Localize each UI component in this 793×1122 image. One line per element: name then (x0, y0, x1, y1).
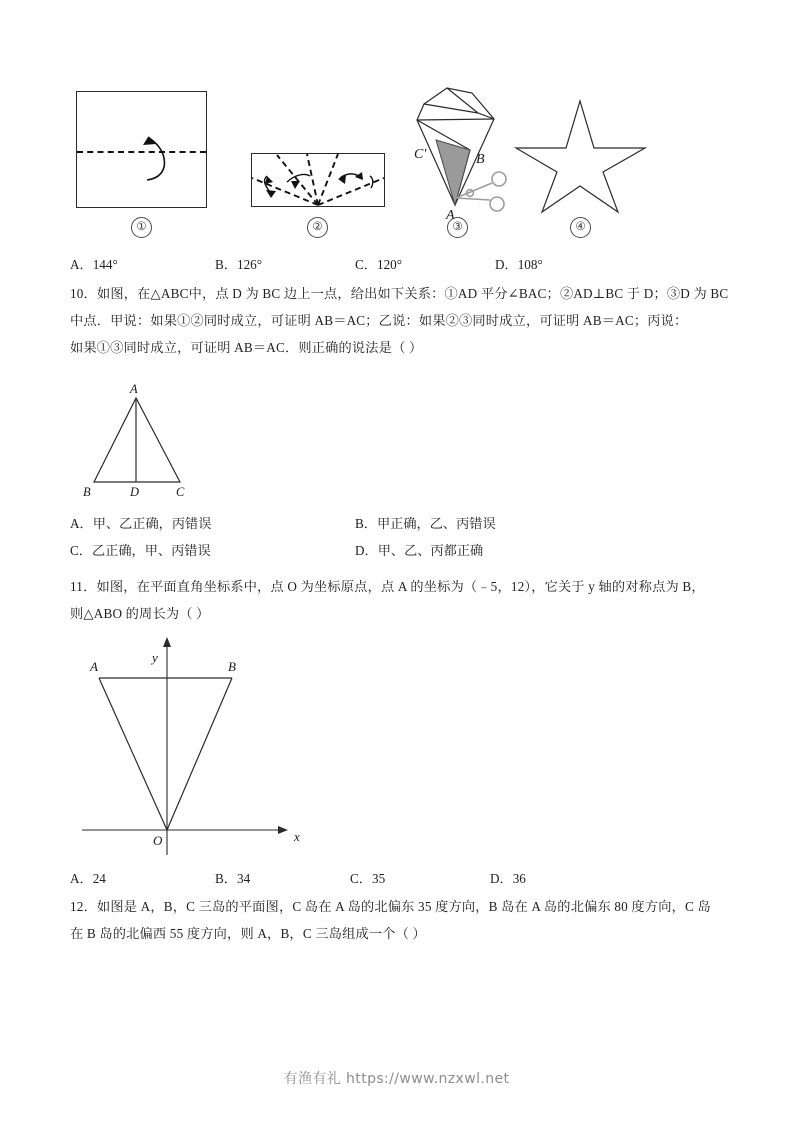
figure-3-label-a: A (446, 208, 455, 223)
q11-option-d[interactable]: D．36 (490, 871, 526, 886)
q11-label-x-axis: x (294, 829, 300, 844)
q10-option-c[interactable]: C．乙正确，甲、丙错误 (70, 543, 211, 558)
q10-triangle-figure (60, 375, 320, 500)
q11-text-line-1: 11．如图，在平面直角坐标系中，点 O 为坐标原点，点 A 的坐标为（﹣5，12），它关于 y 轴的对称点为 B， (70, 579, 705, 594)
figure-caption-4: ④ (570, 217, 591, 238)
footer-watermark: 有渔有礼 https://www.nzxwl.net (283, 1071, 510, 1087)
q9-option-b[interactable]: B．126° (215, 257, 263, 272)
q11-coordinate-figure (60, 625, 340, 860)
figure-4-star (0, 0, 793, 250)
q11-coordinate-svg (60, 625, 340, 860)
q10-option-b[interactable]: B．甲正确，乙、丙错误 (355, 516, 496, 531)
q10-text-line-2: 中点．甲说：如果①②同时成立，可证明 AB＝AC；乙说：如果②③同时成立，可证明 AB＝AC；丙说： (70, 313, 688, 328)
q11-label-b: B (228, 659, 236, 674)
figure-row-top (0, 0, 793, 250)
q10-label-c: C (176, 485, 185, 499)
q9-option-d[interactable]: D．108° (495, 257, 543, 272)
q10-text-line-1: 10．如图，在△ABC中，点 D 为 BC 边上一点，给出如下关系：①AD 平分∠BAC；②AD⊥BC 于 D；③D 为 BC (70, 286, 729, 301)
q10-label-b: B (83, 485, 91, 499)
q9-option-c[interactable]: C．120° (355, 257, 403, 272)
q10-option-a[interactable]: A．甲、乙正确，丙错误 (70, 516, 212, 531)
q11-option-c[interactable]: C．35 (350, 871, 386, 886)
q11-label-a: A (90, 659, 98, 674)
q11-text-line-2: 则△ABO 的周长为（ ） (70, 606, 210, 621)
q10-option-d[interactable]: D．甲、乙、丙都正确 (355, 543, 484, 558)
q11-label-y-axis: y (152, 650, 158, 665)
q10-text-line-3: 如果①③同时成立，可证明 AB＝AC．则正确的说法是（ ） (70, 340, 423, 355)
q11-label-o: O (153, 833, 163, 848)
q10-label-a: A (130, 382, 138, 396)
figure-caption-2: ② (307, 217, 328, 238)
q9-option-a[interactable]: A．144° (70, 257, 118, 272)
figure-3-label-c-prime: C' (414, 147, 427, 162)
q12-text-line-2: 在 B 岛的北偏西 55 度方向，则 A，B，C 三岛组成一个（ ） (70, 926, 426, 941)
q10-label-d: D (130, 485, 140, 499)
figure-caption-1: ① (131, 217, 152, 238)
q11-option-b[interactable]: B．34 (215, 871, 251, 886)
figure-caption-3: ③ (447, 217, 468, 238)
figure-3-label-b: B (476, 152, 485, 167)
q12-text-line-1: 12．如图是 A，B，C 三岛的平面图，C 岛在 A 岛的北偏东 35 度方向，B 岛在 A 岛的北偏东 80 度方向，C 岛 (70, 899, 711, 914)
q11-option-a[interactable]: A．24 (70, 871, 106, 886)
q10-triangle-svg (60, 375, 320, 500)
